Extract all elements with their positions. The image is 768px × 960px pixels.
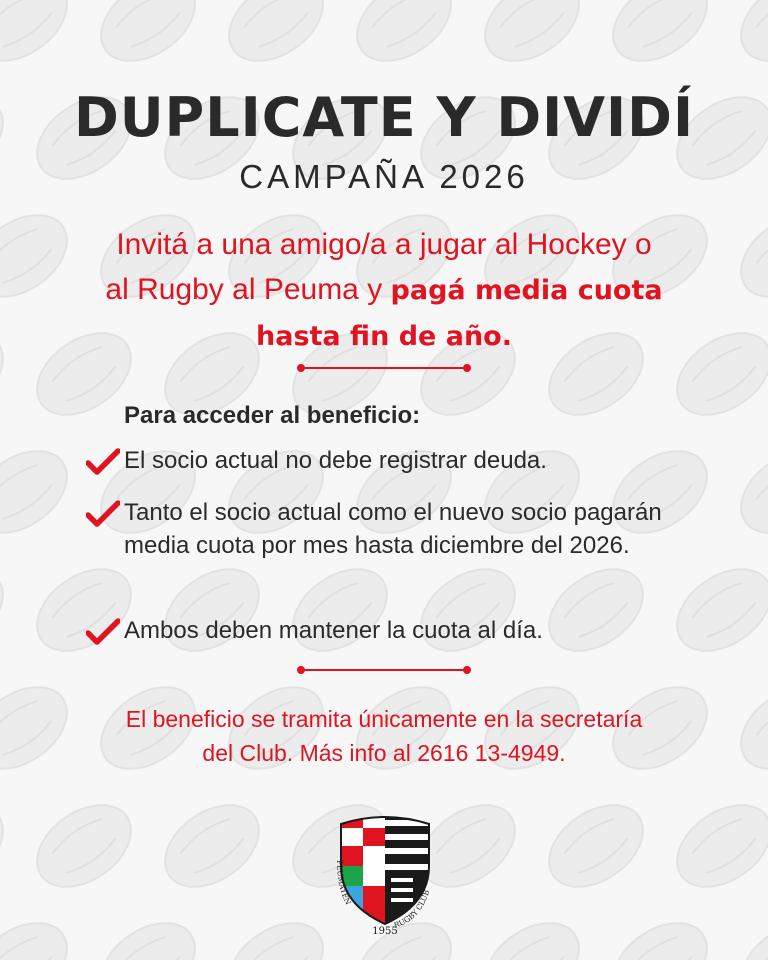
intro-highlight-1: pagá media cuota: [390, 275, 663, 306]
divider: [297, 363, 471, 373]
intro-highlight-2: hasta fin de año.: [256, 321, 512, 352]
page-title: DUPLICATE Y DIVIDÍ: [73, 86, 695, 149]
club-crest-logo: [329, 808, 441, 936]
requirement-text: Tanto el socio actual como el nuevo socio pagarán media cuota por mes hasta diciembre del 2026.: [124, 499, 662, 559]
intro-line-2: al Rugby al Peuma y: [105, 273, 391, 306]
check-icon: [86, 500, 120, 528]
requirement-item: [86, 444, 706, 477]
campaign-subtitle: CAMPAÑA 2026: [239, 158, 529, 195]
intro-text: [40, 222, 728, 359]
footer-note: [40, 702, 728, 770]
check-icon: [86, 618, 120, 646]
check-icon: [86, 448, 120, 476]
requirement-text: El socio actual no debe registrar deuda.: [124, 447, 547, 474]
divider: [297, 665, 471, 675]
crest-name-right: RUGBY CLUB: [392, 888, 432, 930]
crest-year: 1955: [372, 926, 398, 936]
footer-line-1: El beneficio se tramita únicamente en la secretaría: [125, 706, 643, 732]
footer-line-2: del Club. Más info al 2616 13-4949.: [202, 740, 566, 766]
requirement-item: [86, 496, 706, 562]
requirement-item: [86, 614, 706, 647]
requirements-heading: Para acceder al beneficio:: [124, 402, 421, 429]
requirement-text: Ambos deben mantener la cuota al día.: [124, 617, 543, 644]
intro-line-1: Invitá a una amigo/a a jugar al Hockey o: [116, 228, 652, 261]
crest-name-left: PEUMAYEN: [334, 859, 353, 907]
